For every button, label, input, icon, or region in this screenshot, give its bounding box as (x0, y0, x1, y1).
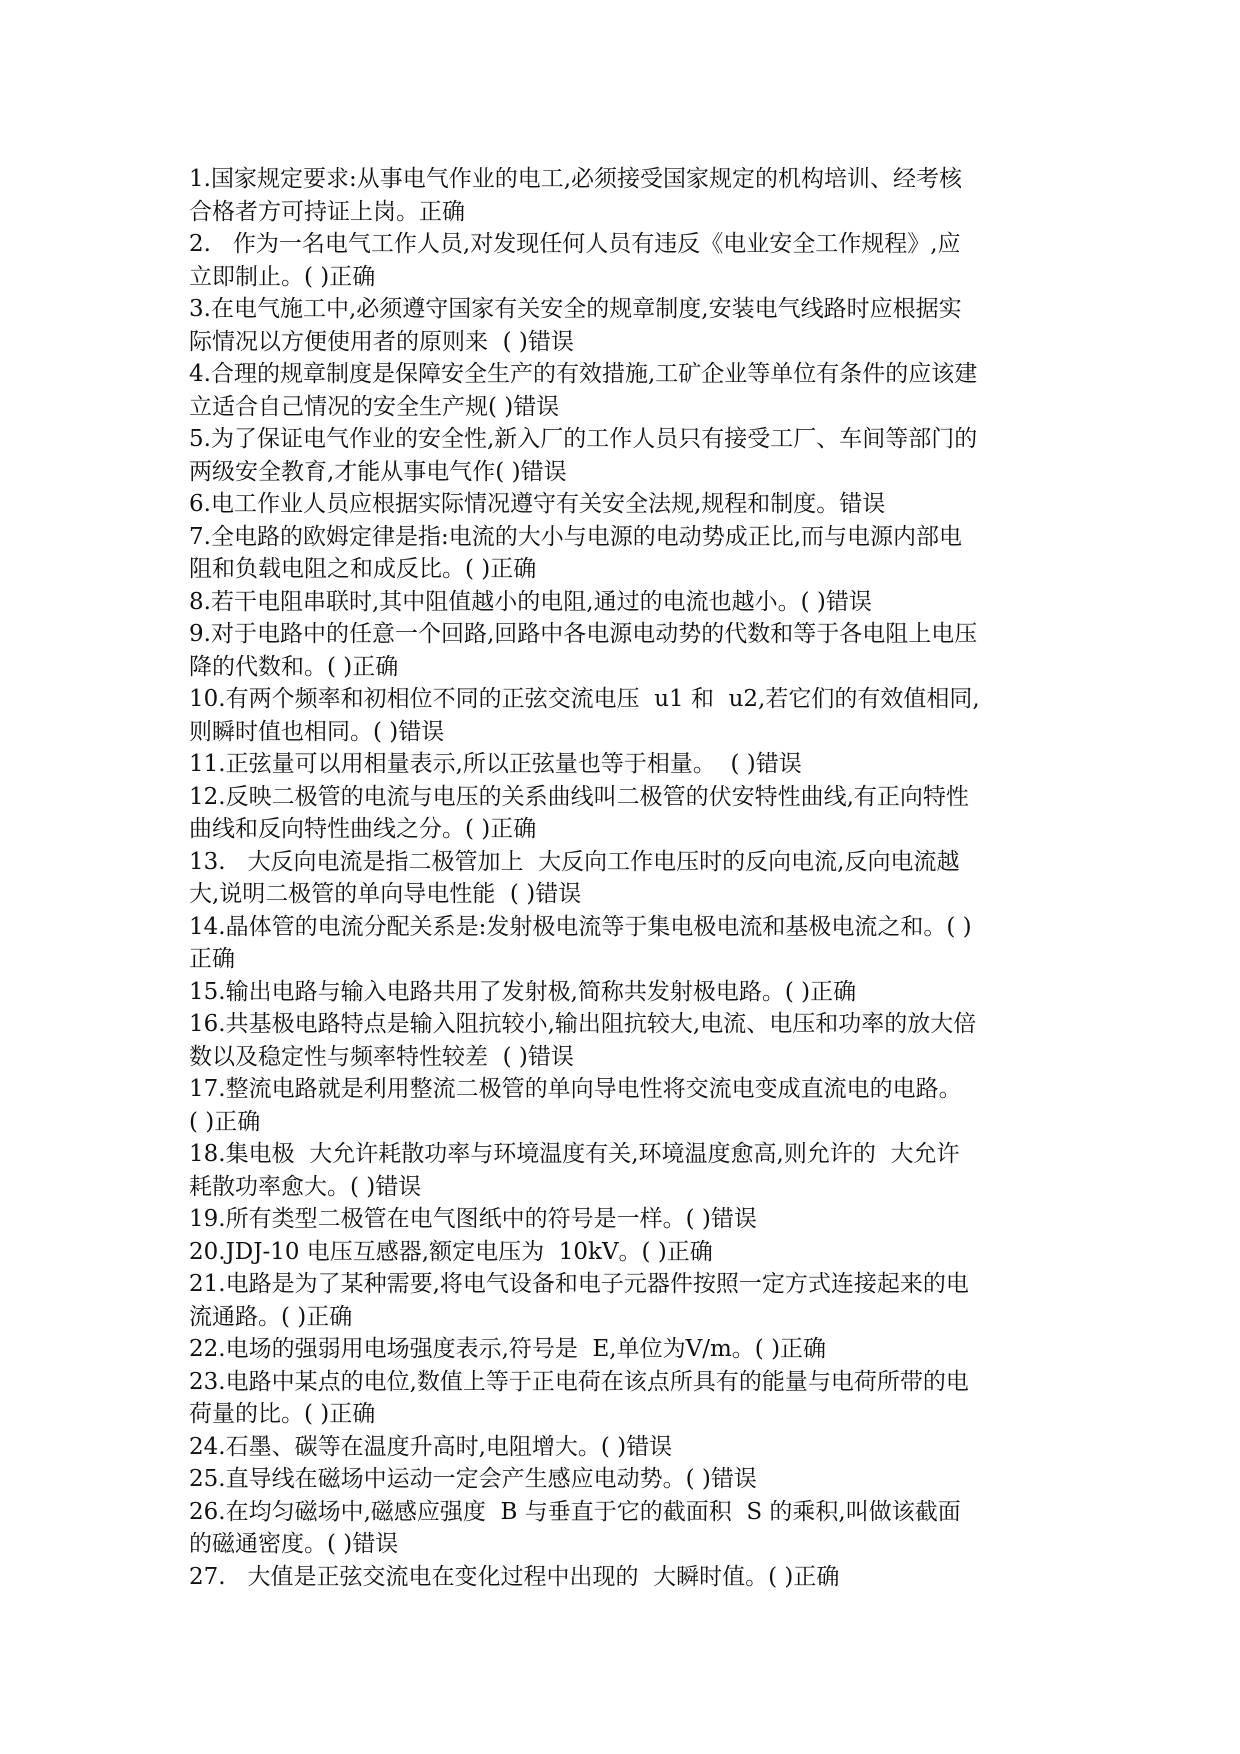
document-body (189, 163, 1064, 1593)
text-line: 23.电路中某点的电位,数值上等于正电荷在该点所具有的能量与电荷所带的电 (189, 1368, 969, 1395)
text-line: 数以及稳定性与频率特性较差 ( )错误 (189, 1043, 574, 1070)
text-line: 11.正弦量可以用相量表示,所以正弦量也等于相量。 ( )错误 (189, 751, 802, 777)
text-line: 17.整流电路就是利用整流二极管的单向导电性将交流电变成直流电的电路。 (189, 1076, 962, 1102)
text-line: 12.反映二极管的电流与电压的关系曲线叫二极管的伏安特性曲线,有正向特性 (189, 783, 969, 810)
text-line: 22.电场的强弱用电场强度表示,符号是 E,单位为V/m。( )正确 (189, 1336, 827, 1362)
text-line: 1.国家规定要求:从事电气作业的电工,必须接受国家规定的机构培训、经考核 (189, 166, 963, 192)
text-line: 流通路。( )正确 (189, 1303, 353, 1330)
text-line: 18.集电极 大允许耗散功率与环境温度有关,环境温度愈高,则允许的 大允许 (189, 1141, 960, 1167)
text-line: 27. 大值是正弦交流电在变化过程中出现的 大瞬时值。( )正确 (189, 1563, 840, 1590)
text-line: 15.输出电路与输入电路共用了发射极,简称共发射极电路。( )正确 (189, 978, 857, 1005)
text-line: 降的代数和。( )正确 (189, 653, 399, 680)
text-line: 两级安全教育,才能从事电气作( )错误 (189, 458, 567, 485)
text-line: 13. 大反向电流是指二极管加上 大反向工作电压时的反向电流,反向电流越 (189, 848, 960, 875)
text-line: 阻和负载电阻之和成反比。( )正确 (189, 556, 537, 582)
text-line: 荷量的比。( )正确 (189, 1401, 376, 1427)
text-line: 8.若干电阻串联时,其中阻值越小的电阻,通过的电流也越小。( )错误 (189, 588, 872, 615)
text-line: 3.在电气施工中,必须遵守国家有关安全的规章制度,安装电气线路时应根据实 (189, 296, 962, 322)
text-line: 际情况以方便使用者的原则来 ( )错误 (189, 328, 574, 355)
text-line: 大,说明二极管的单向导电性能 ( )错误 (189, 881, 582, 907)
text-line: 4.合理的规章制度是保障安全生产的有效措施,工矿企业等单位有条件的应该建 (189, 361, 978, 387)
text-line: 7.全电路的欧姆定律是指:电流的大小与电源的电动势成正比,而与电源内部电 (189, 523, 963, 550)
text-line: 5.为了保证电气作业的安全性,新入厂的工作人员只有接受工厂、车间等部门的 (189, 426, 978, 452)
text-line: 25.直导线在磁场中运动一定会产生感应电动势。( )错误 (189, 1466, 757, 1492)
text-line: 2. 作为一名电气工作人员,对发现任何人员有违反《电业安全工作规程》,应 (189, 231, 961, 257)
text-line: 6.电工作业人员应根据实际情况遵守有关安全法规,规程和制度。错误 (189, 491, 886, 517)
text-line: 21.电路是为了某种需要,将电气设备和电子元器件按照一定方式连接起来的电 (189, 1271, 969, 1297)
text-line: 耗散功率愈大。( )错误 (189, 1173, 422, 1200)
text-line: 合格者方可持证上岗。正确 (189, 198, 465, 225)
text-line: 24.石墨、碳等在温度升高时,电阻增大。( )错误 (189, 1433, 673, 1460)
text-line: 10.有两个频率和初相位不同的正弦交流电压 u1 和 u2,若它们的有效值相同, (189, 686, 980, 712)
text-line: ( )正确 (189, 1108, 261, 1135)
text-line: 14.晶体管的电流分配关系是:发射极电流等于集电极电流和基极电流之和。( ) (189, 913, 972, 940)
text-line: 的磁通密度。( )错误 (189, 1531, 399, 1557)
text-line: 19.所有类型二极管在电气图纸中的符号是一样。( )错误 (189, 1206, 757, 1232)
text-line: 则瞬时值也相同。( )错误 (189, 718, 445, 745)
text-line: 立适合自己情况的安全生产规( )错误 (189, 393, 560, 420)
text-line: 立即制止。( )正确 (189, 263, 376, 290)
text-line: 曲线和反向特性曲线之分。( )正确 (189, 816, 537, 842)
text-line: 正确 (189, 946, 235, 972)
text-line: 9.对于电路中的任意一个回路,回路中各电源电动势的代数和等于各电阻上电压 (189, 621, 978, 647)
text-line: 20.JDJ-10 电压互感器,额定电压为 10kV。( )正确 (189, 1238, 713, 1265)
text-line: 26.在均匀磁场中,磁感应强度 B 与垂直于它的截面积 S 的乘积,叫做该截面 (189, 1498, 961, 1525)
text-line: 16.共基极电路特点是输入阻抗较小,输出阻抗较大,电流、电压和功率的放大倍 (189, 1011, 977, 1037)
